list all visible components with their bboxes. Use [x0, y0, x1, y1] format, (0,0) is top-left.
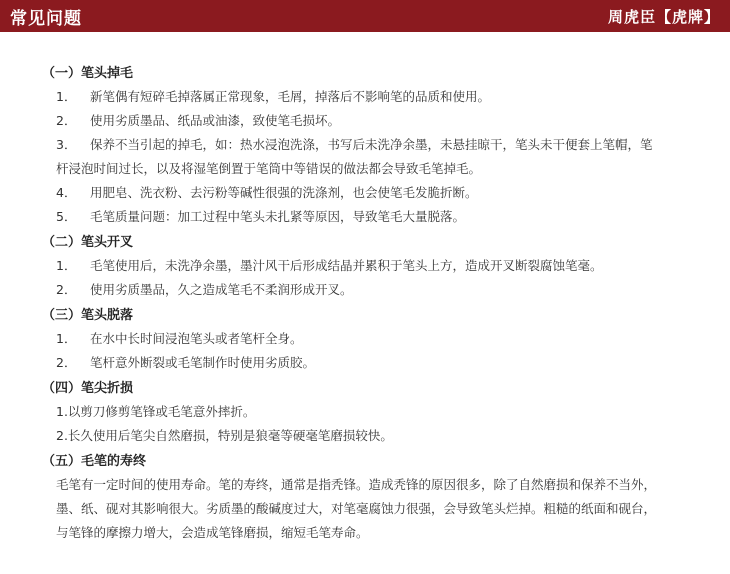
list-item: [42, 351, 700, 375]
list-item: 2.长久使用后笔尖自然磨损，特别是狼毫等硬毫笔磨损较快。: [56, 428, 393, 443]
list-item: [42, 254, 700, 278]
item-text: 使用劣质墨品，久之造成笔毛不柔润形成开叉。: [90, 282, 353, 297]
list-item: [42, 327, 700, 351]
item-index: 1．: [56, 331, 77, 346]
item-index: 1．: [56, 89, 77, 104]
section-heading: （二）笔头开叉: [42, 235, 134, 250]
item-index: 5．: [56, 209, 77, 224]
item-text: 使用劣质墨品、纸品或油漆，致使笔毛损坏。: [90, 113, 341, 128]
list-item: [42, 85, 700, 109]
list-item: [42, 205, 700, 229]
section-heading: （五）毛笔的寿终: [42, 454, 147, 469]
item-index: 2．: [56, 355, 77, 370]
item-index: 4．: [56, 185, 77, 200]
section-heading: （一）笔头掉毛: [42, 66, 134, 81]
page-title: 常见问题: [10, 8, 82, 29]
list-item: 1.以剪刀修剪笔锋或毛笔意外摔折。: [56, 404, 256, 419]
item-text: 保养不当引起的掉毛，如：热水浸泡洗涤，书写后未洗净余墨，未悬挂晾干，笔头未干便套上笔帽，笔: [90, 137, 653, 152]
item-text: 笔杆意外断裂或毛笔制作时使用劣质胶。: [90, 355, 316, 370]
item-text: 毛笔使用后，未洗净余墨，墨汁风干后形成结晶并累积于笔头上方，造成开叉断裂腐蚀笔毫。: [90, 258, 603, 273]
page-header: [0, 0, 730, 32]
list-item: [42, 109, 700, 133]
item-text: 用肥皂、洗衣粉、去污粉等碱性很强的洗涤剂，也会使笔毛发脆折断。: [90, 185, 478, 200]
item-index: 3．: [56, 137, 77, 152]
section-heading: （三）笔头脱落: [42, 308, 134, 323]
item-text: 新笔偶有短碎毛掉落属正常现象，毛屑，掉落后不影响笔的品质和使用。: [90, 89, 491, 104]
list-item-continuation: 杆浸泡时间过长，以及将湿笔倒置于笔筒中等错误的做法都会导致毛笔掉毛。: [56, 161, 482, 176]
faq-content: [0, 32, 730, 545]
section-heading: （四）笔尖折损: [42, 381, 134, 396]
list-item: [42, 278, 700, 302]
item-index: 2．: [56, 282, 77, 297]
list-item: [42, 181, 700, 205]
paragraph-line: 毛笔有一定时间的使用寿命。笔的寿终，通常是指秃锋。造成秃锋的原因很多，除了自然磨损和保养不当外，: [56, 477, 657, 492]
paragraph-line: 墨、纸、砚对其影响很大。劣质墨的酸碱度过大，对笔毫腐蚀力很强，会导致笔头烂掉。粗糙的纸面和砚台，: [56, 501, 657, 516]
item-index: 2．: [56, 113, 77, 128]
item-text: 在水中长时间浸泡笔头或者笔杆全身。: [90, 331, 303, 346]
item-text: 毛笔质量问题：加工过程中笔头未扎紧等原因，导致笔毛大量脱落。: [90, 209, 466, 224]
list-item: [42, 133, 700, 157]
item-index: 1．: [56, 258, 77, 273]
paragraph-line: 与笔锋的摩擦力增大，会造成笔锋磨损，缩短毛笔寿命。: [56, 525, 369, 540]
brand-label: 周虎臣【虎牌】: [607, 7, 720, 26]
